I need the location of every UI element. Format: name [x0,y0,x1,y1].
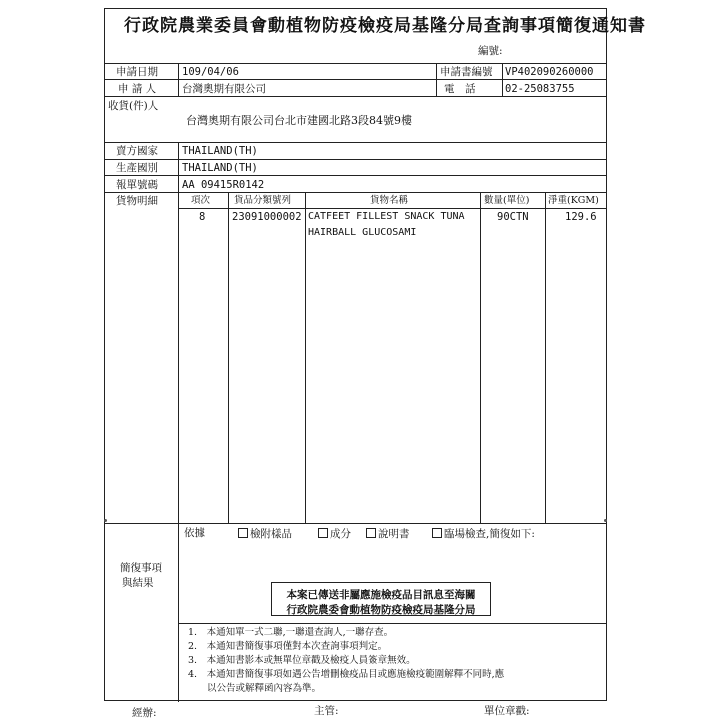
option-ingredient: 成分 [318,528,351,540]
date-label: 申請日期 [116,66,158,78]
rule [480,192,481,523]
rule [502,63,503,96]
consignee-label: 收貨(件)人 [108,100,159,112]
rule [104,142,607,143]
row-weight: 129.6 [565,211,597,223]
origin-value: THAILAND(TH) [182,162,258,174]
rule [104,192,607,193]
checkbox[interactable] [238,528,248,538]
date-value: 109/04/06 [182,66,239,78]
rule [104,523,607,524]
serial-label: 編號: [478,45,503,57]
option-onsite: 臨場檢查,簡復如下: [432,528,535,540]
form-no-value: VP402090260000 [505,66,594,78]
row-name-line2: HAIRBALL GLUCOSAMI [308,227,417,238]
consignee-value: 台灣奧期有限公司台北市建國北路3段84號9樓 [186,114,412,127]
origin-label: 生產國別 [116,162,158,174]
bill-label: 報單號碼 [116,179,158,191]
basis-label: 依據 [184,527,205,539]
col-header-weight: 淨重(KGM) [548,195,599,206]
seller-country-label: 賣方國家 [116,145,158,157]
col-header-name: 貨物名稱 [370,195,409,206]
checkbox[interactable] [366,528,376,538]
checkbox[interactable] [318,528,328,538]
rule [178,142,179,702]
seller-country-value: THAILAND(TH) [182,145,258,157]
footer-handler: 經辦: [132,707,157,719]
page-title: 行政院農業委員會動植物防疫檢疫局基隆分局查詢事項簡復通知書 [124,16,646,36]
col-header-qty: 數量(單位) [484,195,530,206]
reply-label-line2: 與結果 [122,577,154,589]
row-item: 8 [199,211,206,223]
reply-label-line1: 簡復事項 [120,562,162,574]
rule [104,175,607,176]
col-header-code: 貨品分類號列 [234,195,292,206]
rule [545,192,546,523]
option-manual: 說明書 [366,528,410,540]
phone-label: 電 話 [444,83,476,95]
rule [178,63,179,96]
row-code: 23091000002 [232,211,302,223]
bill-value: AA 09415R0142 [182,179,265,191]
checkbox[interactable] [432,528,442,538]
rule [104,96,607,97]
footer-seal: 單位章戳: [484,705,530,717]
note-3: 3. 本通知書影本或無單位章戳及檢疫人員簽章無效。 [188,655,416,666]
note-2: 2. 本通知書簡復事項僅對本次查詢事項判定。 [188,641,388,652]
form-no-label: 申請書編號 [440,66,493,78]
row-name-line1: CATFEET FILLEST SNACK TUNA [308,211,465,222]
phone-value: 02-25083755 [505,83,575,95]
note-1: 1. 本通知單一式二聯,一聯還查詢人,一聯存查。 [188,627,394,638]
option-sample: 檢附樣品 [238,528,292,540]
row-qty: 90CTN [497,211,529,223]
scan-dot [604,519,607,522]
col-header-item: 項次 [191,195,211,206]
applicant-value: 台灣奧期有限公司 [182,83,266,95]
note-5: 以公告或解釋函內容為準。 [188,683,322,694]
rule [178,208,607,209]
rule [305,192,306,523]
goods-label: 貨物明細 [116,195,158,207]
footer-supervisor: 主管: [314,705,339,717]
stamp-line2: 行政院農委會動植物防疫檢疫局基隆分局 [286,604,476,616]
stamp-line1: 本案已傳送非屬應施檢疫品目訊息至海關 [286,589,476,601]
rule [104,79,607,80]
applicant-label: 申 請 人 [118,83,157,95]
scan-dot [104,519,107,522]
rule [228,192,229,523]
rule [178,623,607,624]
rule [104,63,607,64]
rule [104,159,607,160]
result-stamp [271,582,491,616]
rule [436,63,437,96]
note-4: 4. 本通知書簡復事項如遇公告增刪檢疫品目或應施檢疫範圍解釋不同時,應 [188,669,505,680]
